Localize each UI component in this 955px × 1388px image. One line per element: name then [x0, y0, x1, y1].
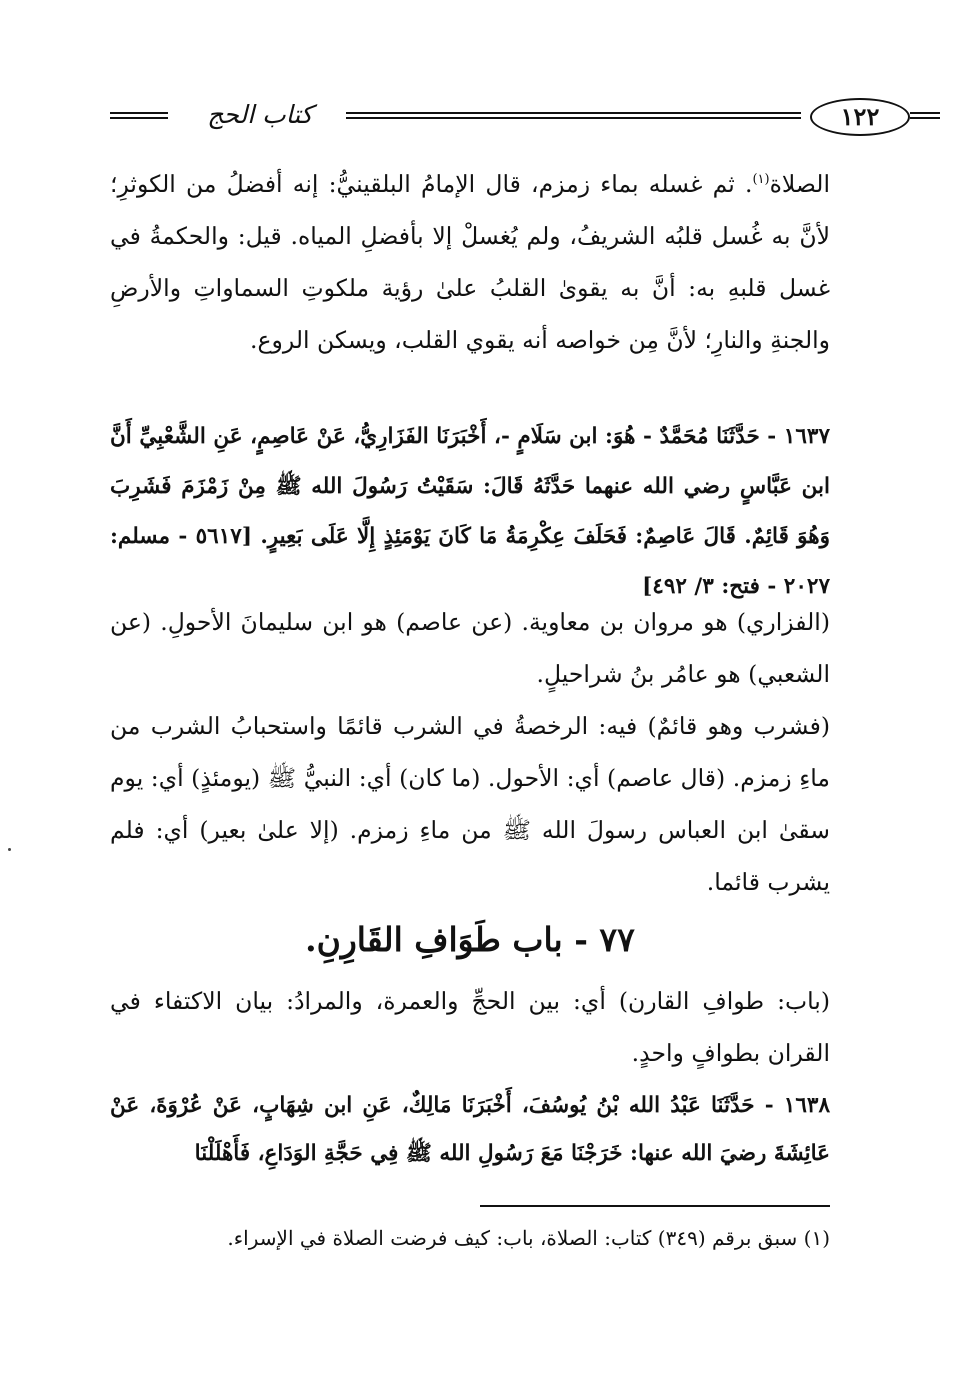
- header-rule-middle: [346, 112, 801, 119]
- commentary-fashrib: (فشرب وهو قائمٌ) فيه: الرخصةُ في الشرب قائمًا واستحبابُ الشرب من ماءِ زمزم. (قال عاصم) أي: الأحول. (ما كان) أي: النبيُّ ﷺ (يومئذٍ) أي: يوم سقىٰ ابن العباس رسولَ الله ﷺ من ماءِ زمزم. (إلا علىٰ بعير) أي: فلم يشرب قائما.: [110, 712, 830, 896]
- page-number: ١٢٢: [810, 98, 910, 136]
- page-header: [110, 98, 880, 140]
- hadith-1637: ١٦٣٧ - حَدَّثَنَا مُحَمَّدٌ - هُوَ: ابن سَلَامٍ -، أَخْبَرَنَا الفَزَارِيُّ، عَنْ عَاصِمٍ، عَنِ الشَّعْبِيِّ أَنَّ ابن عَبَّاسٍ رضي الله عنهما حَدَّثَهُ قَالَ: سَقَيْتُ رَسُولَ الله ﷺ مِنْ زَمْزَمَ فَشَرِبَ وَهُوَ قَائِمٌ. قَالَ عَاصِمٌ: فَحَلَفَ عِكْرِمَةُ مَا كَانَ يَوْمَئِذٍ إِلَّا عَلَى بَعِيرٍ. [٥٦١٧ - مسلم: ٢٠٢٧ - فتح: ٣/ ٤٩٢]: [110, 424, 831, 599]
- paragraph-rest: . ثم غسله بماء زمزم، قال الإمامُ البلقينيُّ: إنه أفضلُ من الكوثرِ؛ لأنَّ به غُسل قلبُه الشريفُ، ولم يُغسلْ إلا بأفضلِ المياه. قيل: والحكمةُ في غسل قلبهِ به: أنَّ به يقوىٰ القلبُ علىٰ رؤية ملكوتِ السماواتِ والأرضِ والجنةِ والنارِ؛ لأنَّ مِن خواصه أنه يقوي القلب، ويسكن الروع.: [110, 170, 830, 354]
- paragraph-lead: الصلاة: [769, 170, 830, 198]
- header-rule-left: [110, 112, 168, 119]
- footnote-divider: [480, 1205, 830, 1207]
- header-rule-right: [910, 112, 940, 119]
- hadith-1638: ١٦٣٨ - حَدَّثَنَا عَبْدُ الله بْنُ يُوسُفَ، أَخْبَرَنَا مَالِكٌ، عَنِ ابن شِهَابٍ، عَنْ عُرْوَةَ، عَنْ عَائِشَةَ رضيَ الله عنها: خَرَجْنَا مَعَ رَسُولِ الله ﷺ فِي حَجَّةِ الوَدَاعِ، فَأَهْلَلْنَا: [110, 1093, 830, 1166]
- footnote-ref[interactable]: (١): [752, 172, 770, 188]
- scan-speck: [8, 848, 11, 851]
- book-title: كتاب الحج: [207, 100, 313, 129]
- commentary-paragraph-1: [110, 158, 830, 366]
- commentary-fazari: (الفزاري) هو مروان بن معاوية. (عن عاصم) هو ابن سليمانَ الأحولِ. (عن الشعبي) هو عامُر بنُ شراحيلٍ.: [110, 608, 830, 688]
- chapter-heading: ٧٧ - باب طَوَافِ القَارِنِ.: [305, 920, 635, 959]
- commentary-bab: (باب: طوافِ القارن) أي: بين الحجِّ والعمرة، والمرادُ: بيان الاكتفاء في القران بطوافٍ واحدٍ.: [110, 987, 830, 1067]
- footnote: (١) سبق برقم (٣٤٩) كتاب: الصلاة، باب: كيف فرضت الصلاة في الإسراء.: [227, 1226, 830, 1250]
